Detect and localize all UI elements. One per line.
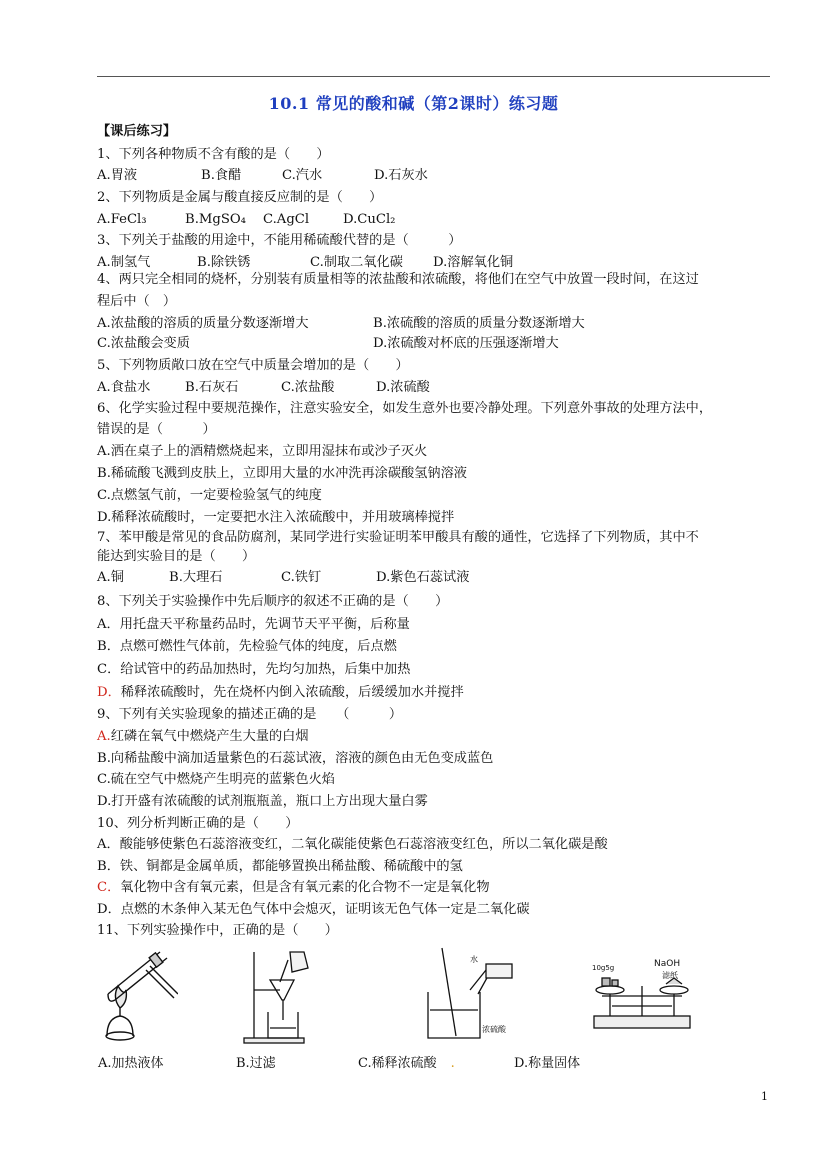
q9-option-c: C.硫在空气中燃烧产生明亮的蓝紫色火焰 xyxy=(97,772,335,787)
q3-stem: 3、下列关于盐酸的用途中，不能用稀硫酸代替的是（ ） xyxy=(97,233,462,248)
q1-option-a: A.胃液 xyxy=(97,168,138,183)
q9-option-b: B.向稀盐酸中滴加适量紫色的石蕊试液，溶液的颜色由无色变成蓝色 xyxy=(97,751,494,766)
q10-option-c xyxy=(97,879,490,897)
q2-option-a: A.FeCl₃ xyxy=(97,212,147,227)
q7-options xyxy=(97,569,469,587)
q5-option-a: A.食盐水 xyxy=(97,380,151,395)
q4-stem-line1: 4、两只完全相同的烧杯，分别装有质量相等的浓盐酸和浓硫酸，将他们在空气中放置一段时间，在这过 xyxy=(97,272,699,287)
q4-stem-line2: 程后中（ ） xyxy=(97,294,177,309)
q10-option-c-letter: C． xyxy=(97,880,121,895)
q11-option-b: B.过滤 xyxy=(236,1056,276,1071)
q6-stem-line1: 6、化学实验过程中要规范操作，注意实验安全，如发生意外也要冷静处理。下列意外事故的处理方法中， xyxy=(97,401,713,416)
q10-option-a: A．酸能够使紫色石蕊溶液变红，二氧化碳能使紫色石蕊溶液变红色，所以二氧化碳是酸 xyxy=(97,837,608,852)
heating-liquid-figure xyxy=(98,946,178,1046)
q8-option-c: C．给试管中的药品加热时，先均匀加热，后集中加热 xyxy=(97,662,411,677)
q11-stray-dot: . xyxy=(450,1056,455,1071)
q6-stem-line2: 错误的是（ ） xyxy=(97,422,216,437)
q3-option-b: B.除铁锈 xyxy=(197,255,251,270)
label-mass: 10g5g xyxy=(592,964,615,972)
q8-stem: 8、下列关于实验操作中先后顺序的叙述不正确的是（ ） xyxy=(97,594,449,609)
header-rule xyxy=(97,76,770,77)
q6-option-b: B.稀硫酸飞溅到皮肤上，立即用大量的水冲洗再涂碳酸氢钠溶液 xyxy=(97,466,467,481)
q11-option-a: A.加热液体 xyxy=(98,1056,164,1071)
label-conc-acid: 浓硫酸 xyxy=(482,1025,506,1034)
q4-options-row2 xyxy=(97,335,559,353)
q5-option-b: B.石灰石 xyxy=(185,380,239,395)
q9-option-a-text: 红磷在氧气中燃烧产生大量的白烟 xyxy=(110,729,309,744)
label-naoh: NaOH xyxy=(654,959,681,969)
q5-option-d: D.浓硫酸 xyxy=(376,380,430,395)
q9-option-d: D.打开盛有浓硫酸的试剂瓶瓶盖，瓶口上方出现大量白雾 xyxy=(97,794,428,809)
q4-option-b: B.浓硫酸的溶质的质量分数逐渐增大 xyxy=(373,316,585,331)
q7-option-c: C.铁钉 xyxy=(281,570,322,585)
q3-option-d: D.溶解氧化铜 xyxy=(433,255,514,270)
q9-option-a xyxy=(97,728,309,746)
q1-stem: 1、下列各种物质不含有酸的是（ ） xyxy=(97,147,330,162)
q5-option-c: C.浓盐酸 xyxy=(281,380,335,395)
q10-option-d: D．点燃的木条伸入某无色气体中会熄灭，证明该无色气体一定是二氧化碳 xyxy=(97,902,530,917)
dilution-figure xyxy=(420,944,520,1044)
q3-options xyxy=(97,254,513,272)
q4-option-a: A.浓盐酸的溶质的质量分数逐渐增大 xyxy=(97,316,309,331)
weighing-figure xyxy=(588,956,698,1036)
q1-option-d: D.石灰水 xyxy=(374,168,428,183)
section-heading: 【课后练习】 xyxy=(97,124,177,139)
q8-option-a: A．用托盘天平称量药品时，先调节天平平衡，后称量 xyxy=(97,617,410,632)
q10-stem: 10、列分析判断正确的是（ ） xyxy=(97,816,299,831)
q3-option-c: C.制取二氧化碳 xyxy=(310,255,403,270)
q2-stem: 2、下列物质是金属与酸直接反应制的是（ ） xyxy=(97,190,383,205)
q7-stem-line1: 7、苯甲酸是常见的食品防腐剂，某同学进行实验证明苯甲酸具有酸的通性，它选择了下列物质，其中不 xyxy=(97,530,699,545)
q8-option-d-text: 稀释浓硫酸时，先在烧杯内倒入浓硫酸，后缓缓加水并搅拌 xyxy=(120,685,464,700)
q5-options xyxy=(97,379,430,397)
q2-options xyxy=(97,211,395,229)
q6-option-d: D.稀释浓硫酸时，一定要把水注入浓硫酸中，并用玻璃棒搅拌 xyxy=(97,510,455,525)
filtration-figure xyxy=(240,946,320,1046)
q8-option-d-letter: D． xyxy=(97,685,121,700)
q2-option-d: D.CuCl₂ xyxy=(343,212,396,227)
q6-option-c: C.点燃氢气前，一定要检验氢气的纯度 xyxy=(97,488,322,503)
q7-option-d: D.紫色石蕊试液 xyxy=(376,570,470,585)
q1-option-c: C.汽水 xyxy=(282,168,323,183)
q4-options-row1 xyxy=(97,315,585,333)
q10-option-c-text: 氧化物中含有氧元素，但是含有氧元素的化合物不一定是氧化物 xyxy=(120,880,490,895)
q7-option-a: A.铜 xyxy=(97,570,124,585)
q2-option-b: B.MgSO₄ xyxy=(185,212,246,227)
page-number: 1 xyxy=(761,1090,768,1103)
q5-stem: 5、下列物质敞口放在空气中质量会增加的是（ ） xyxy=(97,358,409,373)
q4-option-c: C.浓盐酸会变质 xyxy=(97,336,190,351)
q8-option-d xyxy=(97,684,464,702)
label-filter-paper: 滤纸 xyxy=(662,971,678,980)
q7-stem-line2: 能达到实验目的是（ ） xyxy=(97,549,256,564)
q9-option-a-letter: A. xyxy=(97,729,111,744)
q4-option-d: D.浓硫酸对杯底的压强逐渐增大 xyxy=(373,336,559,351)
q11-option-d: D.称量固体 xyxy=(514,1056,581,1071)
q10-option-b: B．铁、铜都是金属单质，都能够置换出稀盐酸、稀硫酸中的氢 xyxy=(97,859,463,874)
q1-option-b: B.食醋 xyxy=(201,168,242,183)
q2-option-c: C.AgCl xyxy=(263,212,310,227)
label-water: 水 xyxy=(470,955,478,964)
page-title: 10.1 常见的酸和碱（第2课时）练习题 xyxy=(268,94,559,113)
q1-options xyxy=(97,167,428,185)
q7-option-b: B.大理石 xyxy=(169,570,223,585)
q6-option-a: A.洒在桌子上的酒精燃烧起来，立即用湿抹布或沙子灭火 xyxy=(97,444,428,459)
q3-option-a: A.制氢气 xyxy=(97,255,151,270)
q11-option-c xyxy=(358,1052,455,1071)
q11-stem: 11、下列实验操作中，正确的是（ ） xyxy=(97,923,338,938)
q11-option-c-text: C.稀释浓硫酸 xyxy=(358,1056,437,1071)
q8-option-b: B．点燃可燃性气体前，先检验气体的纯度，后点燃 xyxy=(97,639,397,654)
q9-stem: 9、下列有关实验现象的描述正确的是 （ ） xyxy=(97,707,403,722)
